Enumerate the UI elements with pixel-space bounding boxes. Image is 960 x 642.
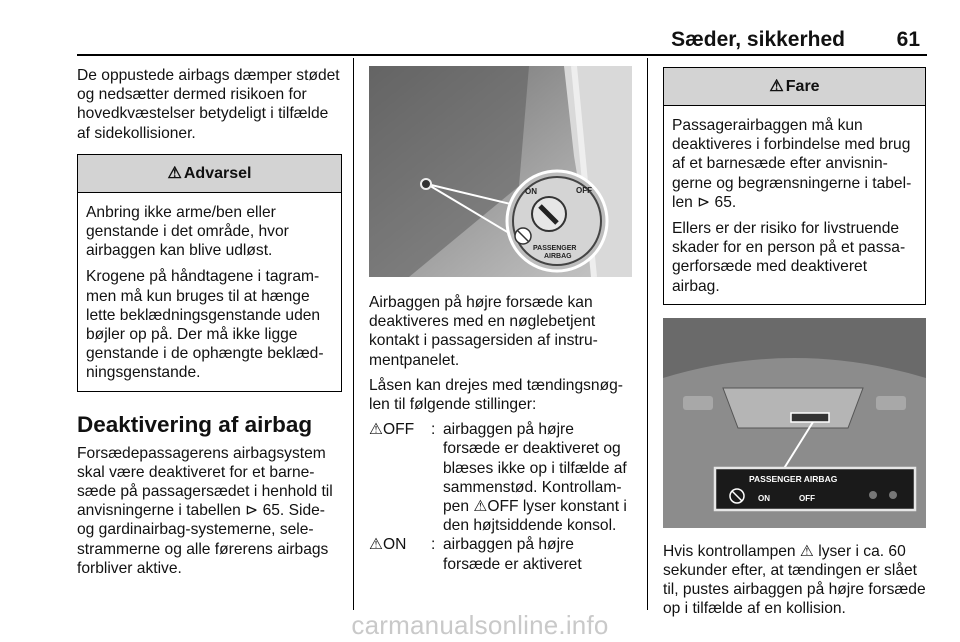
position-desc-on: airbaggen på højre forsæde er aktiveret xyxy=(443,536,582,573)
positions-list xyxy=(369,420,632,574)
switch-off-label: OFF xyxy=(576,186,592,195)
section-body: Forsædepassagerens airbagsystem skal være deaktiveret for et barne-sæde på passagersædet i henhold til anvisningerne i tabellen ⊳ 65. Side- og gardinairbag-systemerne, sele-strammerne og alle førerens airbags forbliver aktive. xyxy=(77,444,333,577)
ceiling-console-illustration xyxy=(663,318,926,528)
switch-airbag-label: AIRBAG xyxy=(544,253,572,260)
warning-header xyxy=(78,155,341,193)
warning-paragraph-1: Anbring ikke arme/ben eller genstande i det område, hvor airbaggen kan blive udløst. xyxy=(86,203,289,260)
key-switch-photo xyxy=(369,66,632,277)
danger-paragraph-1: Passagerairbaggen må kun deaktiveres i forbindelse med brug af et barnesæde efter anvisnin-gerne og begrænsningerne i tabel-len ⊳ 65. xyxy=(672,117,912,211)
page-number: 61 xyxy=(896,28,920,51)
danger-box xyxy=(663,67,926,305)
page-header-title: Sæder, sikkerhed xyxy=(671,28,845,51)
switch-passenger-label: PASSENGER xyxy=(533,245,577,252)
console-label: PASSENGER AIRBAG xyxy=(749,473,838,484)
warning-title: Advarsel xyxy=(183,164,252,182)
position-term-off: ⚠OFF xyxy=(369,421,415,439)
danger-header xyxy=(664,68,925,106)
column-1 xyxy=(77,66,342,584)
warning-paragraph-2: Krogene på håndtagene i tagram-men må kun bruges til at hænge lette beklædningsgenstande uden bøjler op på. Der må ikke ligge genstande i de ophængte beklæd-ningsgenstande. xyxy=(86,268,324,382)
airbag-off-icon: ⚠ xyxy=(369,421,383,439)
position-colon: : xyxy=(431,536,436,554)
warning-body xyxy=(78,193,341,391)
door-and-switch-illustration xyxy=(369,66,632,277)
airbag-on-icon: ⚠ xyxy=(369,536,383,554)
positions-intro: Låsen kan drejes med tændingsnøg-len til følgende stillinger: xyxy=(369,376,623,414)
column-2 xyxy=(369,66,632,574)
column-divider-1 xyxy=(353,58,354,610)
intro-paragraph: De oppustede airbags dæmper stødet og nedsætter dermed risikoen for hovedkvæstelser betydeligt i tilfælde af sidekollisioner. xyxy=(77,67,340,142)
warning-triangle-icon: ⚠ xyxy=(167,164,182,182)
image-caption: Airbaggen på højre forsæde kan deaktiveres med en nøglebetjent kontakt i passagersiden af instru-mentpanelet. xyxy=(369,294,598,369)
column-divider-2 xyxy=(647,58,648,610)
console-on-label: ON xyxy=(758,493,770,503)
console-off-label: OFF xyxy=(799,493,815,503)
danger-paragraph-2: Ellers er der risiko for livstruende skader for en person på et passa-gerforsæde med deaktiveret airbag. xyxy=(672,220,906,295)
watermark: carmanualsonline.info xyxy=(351,610,609,640)
ceiling-console-photo xyxy=(663,318,926,528)
position-desc-off: airbaggen på højre forsæde er deaktiveret og blæses ikke op i tilfælde af sammenstød. Kontrollam-pen ⚠OFF lyser konstant i den højtsiddende konsol. xyxy=(443,421,627,535)
danger-title: Fare xyxy=(785,77,820,95)
section-heading: Deaktivering af airbag xyxy=(77,411,313,437)
switch-on-label: ON xyxy=(525,187,537,196)
position-term-on: ⚠ON xyxy=(369,536,407,554)
indicator-paragraph: Hvis kontrollampen ⚠ lyser i ca. 60 sekunder efter, at tændingen er slået til, pustes airbaggen på højre forsæde op i tilfælde af en kollision. xyxy=(663,542,926,618)
position-colon: : xyxy=(431,421,436,439)
danger-triangle-icon: ⚠ xyxy=(769,77,784,95)
warning-box xyxy=(77,154,342,392)
column-3 xyxy=(663,55,926,625)
danger-body xyxy=(664,106,925,304)
